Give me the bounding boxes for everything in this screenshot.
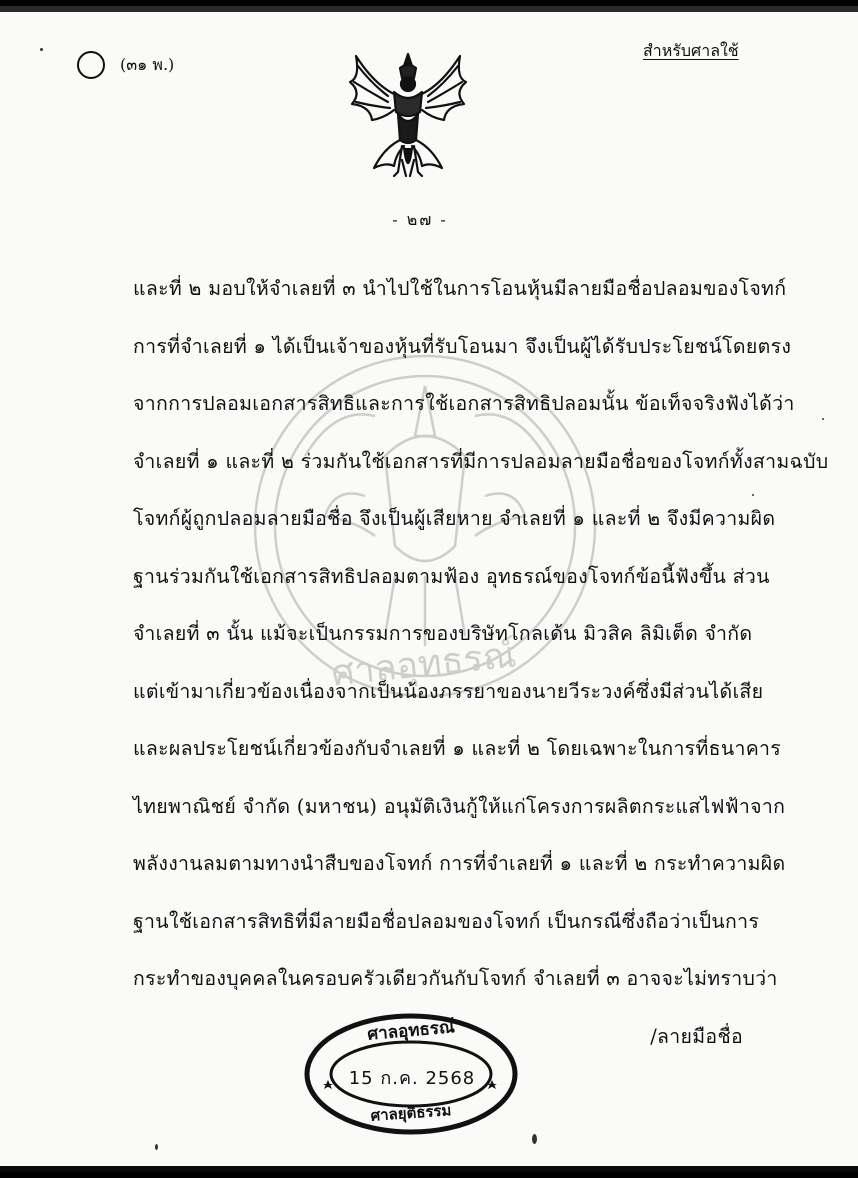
body-line: จากการปลอมเอกสารสิทธิและการใช้เอกสารสิทธิปลอมนั้น ข้อเท็จจริงฟังได้ว่า — [133, 392, 795, 415]
body-line: พลังงานลมตามทางนำสืบของโจทก์ การที่จำเลยที่ ๑ และที่ ๒ กระทำความผิด — [133, 852, 786, 875]
scan-speck — [40, 48, 43, 51]
document-page — [0, 6, 858, 1172]
body-line: ฐานใช้เอกสารสิทธิที่มีลายมือชื่อปลอมของโจทก์ เป็นกรณีซึ่งถือว่าเป็นการ — [133, 909, 760, 933]
hole-punch-circle-icon — [77, 51, 105, 79]
scan-speck — [822, 418, 824, 420]
scan-speck — [532, 1134, 537, 1144]
court-use-label: สำหรับศาลใช้ — [643, 41, 739, 60]
scan-speck — [752, 494, 754, 496]
stamp-bottom-text: ศาลยุติธรรม — [370, 1101, 452, 1125]
body-line: โจทก์ผู้ถูกปลอมลายมือชื่อ จึงเป็นผู้เสียหาย จำเลยที่ ๑ และที่ ๒ จึงมีความผิด — [133, 507, 776, 530]
scan-top-edge — [0, 6, 858, 12]
stamp-date: 15 ก.ค. 2568 — [348, 1068, 476, 1089]
body-line: จำเลยที่ ๓ นั้น แม้จะเป็นกรรมการของบริษัทโกลเด้น มิวสิค ลิมิเต็ด จำกัด — [133, 622, 753, 645]
body-line: และผลประโยชน์เกี่ยวข้องกับจำเลยที่ ๑ และที่ ๒ โดยเฉพาะในการที่ธนาคาร — [133, 737, 782, 760]
body-line: จำเลยที่ ๑ และที่ ๒ ร่วมกันใช้เอกสารที่มีการปลอมลายมือชื่อของโจทก์ทั้งสามฉบับ — [133, 449, 829, 473]
body-line: แต่เข้ามาเกี่ยวข้องเนื่องจากเป็นน้องภรรยาของนายวีระวงค์ซึ่งมีส่วนได้เสีย — [133, 679, 764, 703]
garuda-emblem-icon — [344, 48, 472, 184]
body-line: ไทยพาณิชย์ จำกัด (มหาชน) อนุมัติเงินกู้ให้แก่โครงการผลิตกระแสไฟฟ้าจาก — [133, 794, 786, 818]
court-date-stamp — [302, 1011, 520, 1137]
body-line: และที่ ๒ มอบให้จำเลยที่ ๓ นำไปใช้ในการโอนหุ้นมีลายมือชื่อปลอมของโจทก์ — [133, 277, 787, 300]
scan-speck — [155, 1144, 158, 1150]
judgment-body — [133, 274, 829, 1079]
body-line: ฐานร่วมกันใช้เอกสารสิทธิปลอมตามฟ้อง อุทธรณ์ของโจทก์ข้อนี้ฟังขึ้น ส่วน — [133, 564, 770, 588]
stamp-title: ศาลอุทธรณ์ — [366, 1017, 456, 1045]
body-line: การที่จำเลยที่ ๑ ได้เป็นเจ้าของหุ้นที่รับโอนมา จึงเป็นผู้ได้รับประโยชน์โดยตรง — [133, 334, 792, 358]
scan-bottom-edge — [0, 1166, 858, 1172]
page-number: - ๒๗ - — [392, 210, 448, 229]
watermark-text: ศาลอุทธรณ์ — [329, 634, 519, 695]
form-code: (๓๑ พ.) — [120, 55, 175, 74]
body-line: กระทำของบุคคลในครอบครัวเดียวกันกับโจทก์ จำเลยที่ ๓ อาจจะไม่ทราบว่า — [133, 967, 778, 990]
continuation-marker: /ลายมือชื่อ — [650, 1024, 743, 1048]
